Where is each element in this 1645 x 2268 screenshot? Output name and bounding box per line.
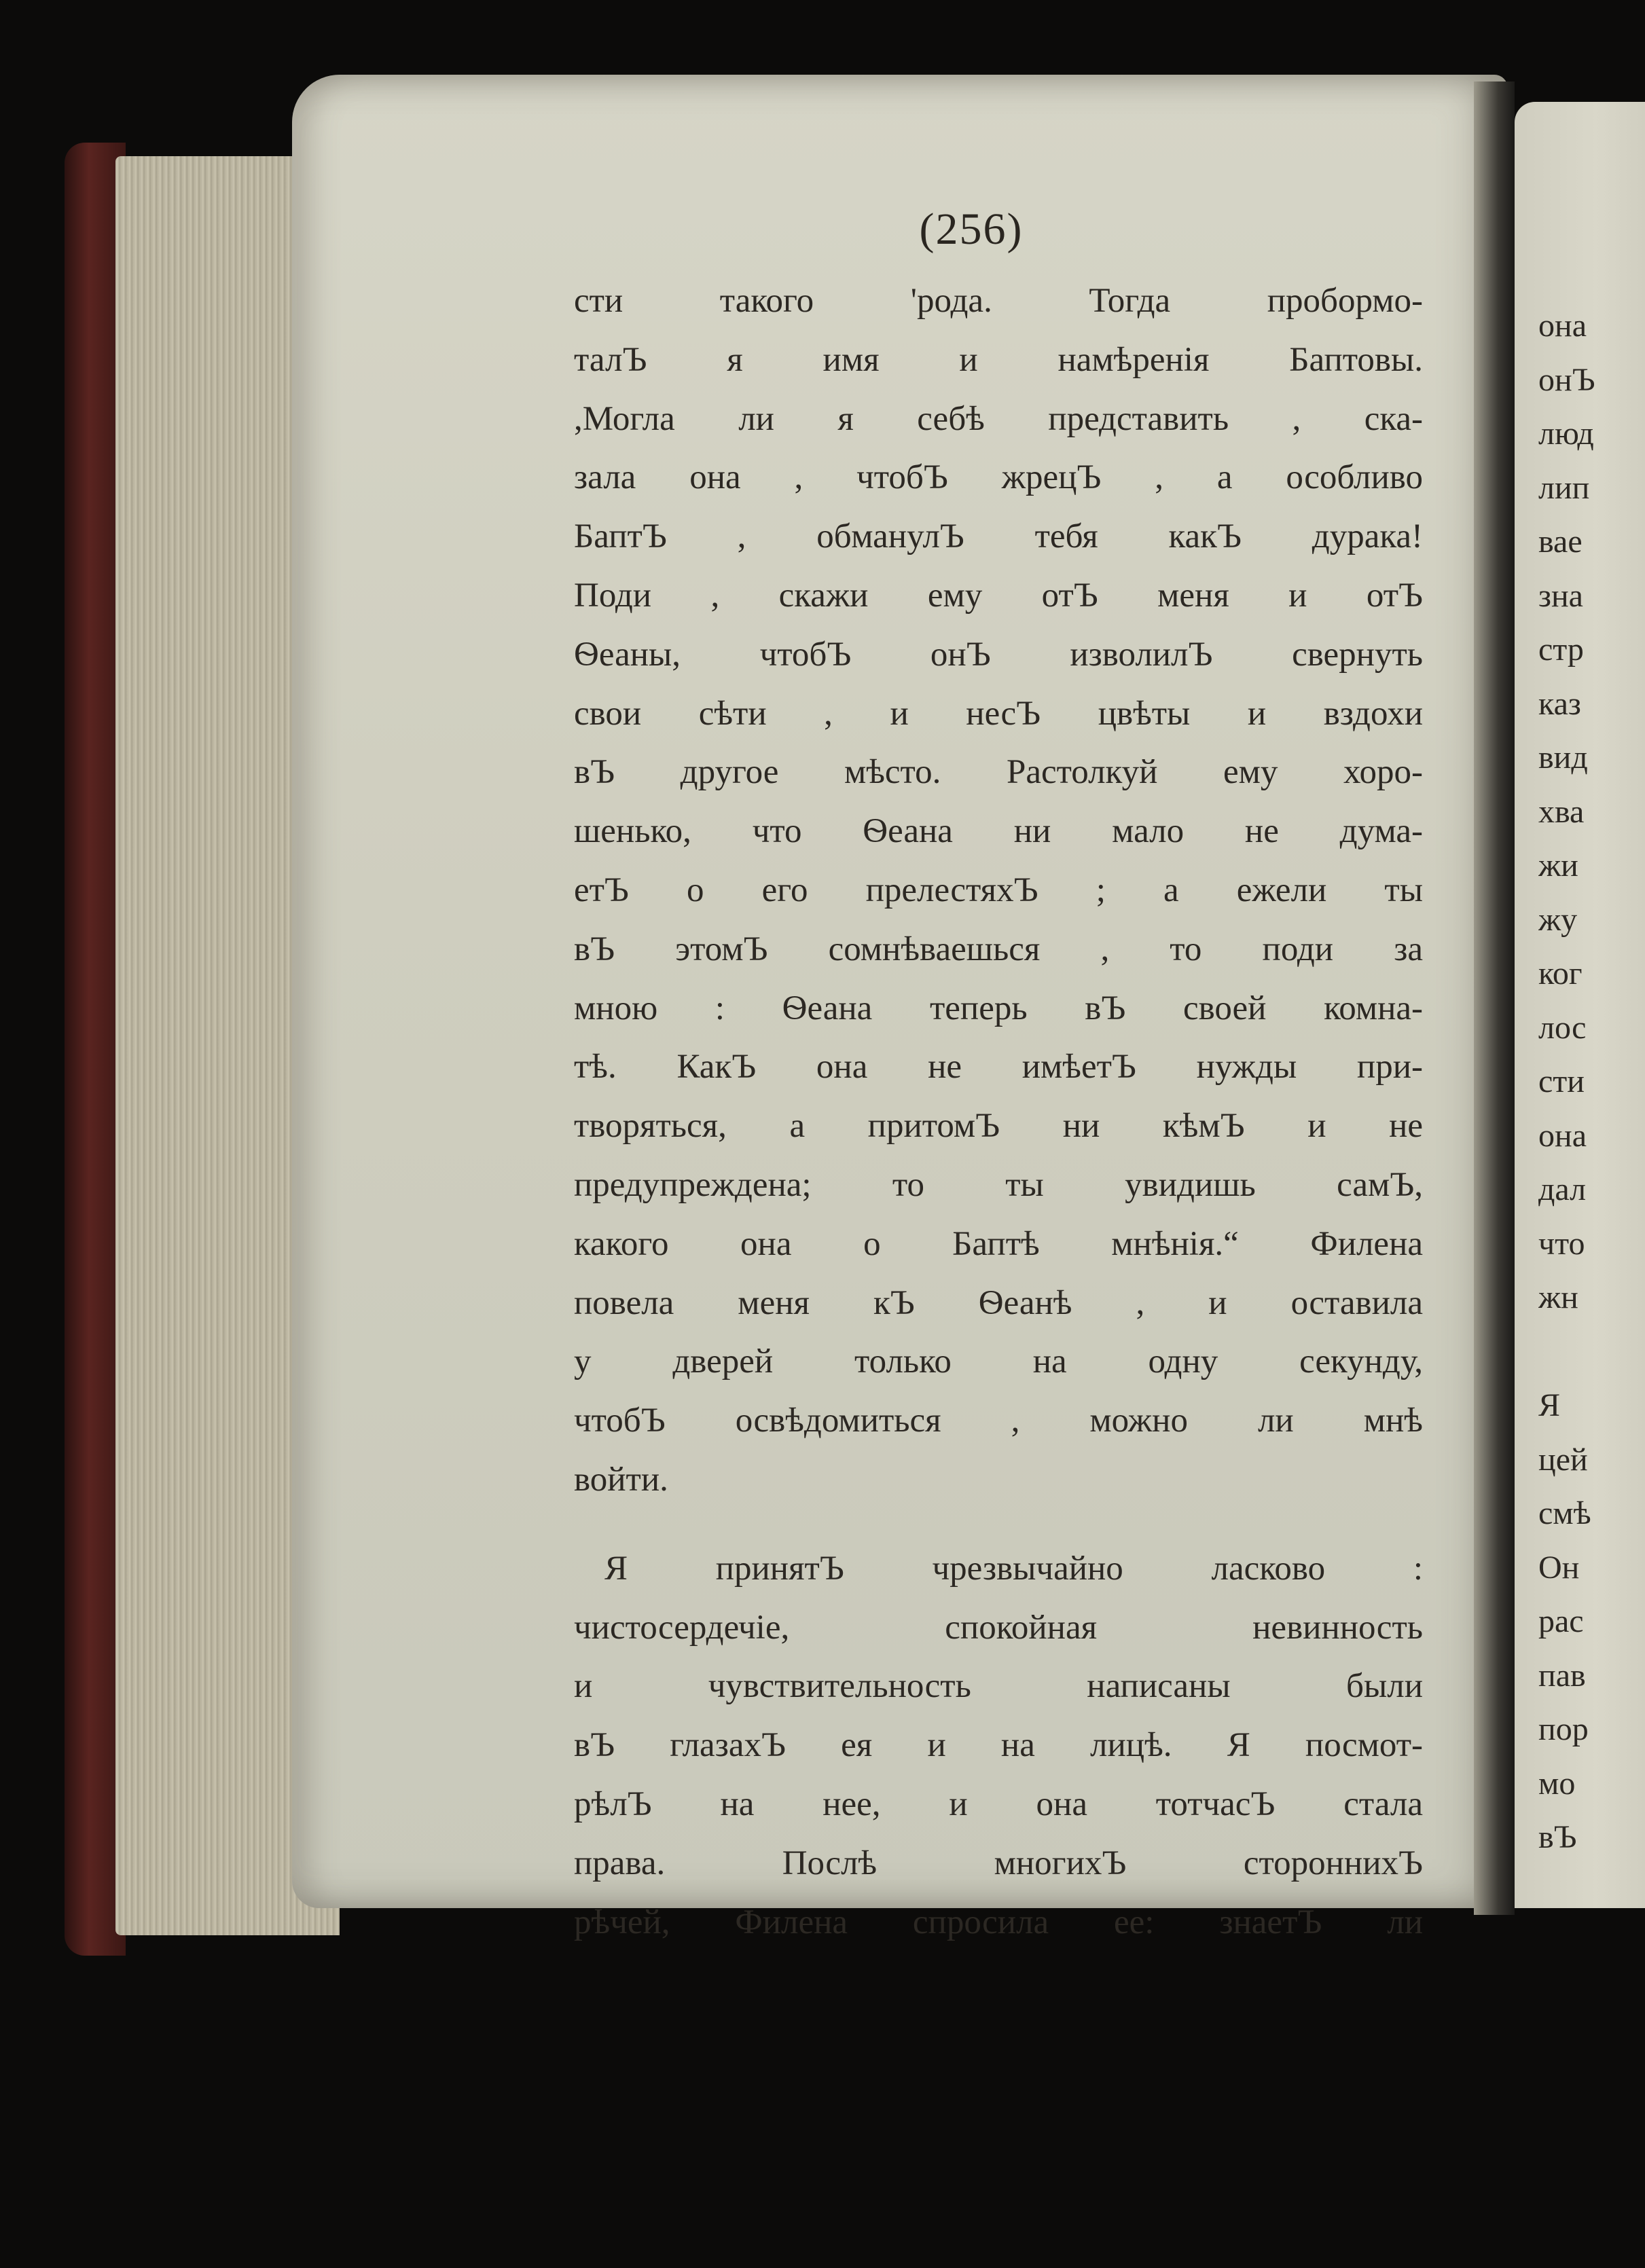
text-line: зала она , чтобЪ жрецЪ , а особливо [574, 458, 1423, 497]
text-line: сти такого 'рода. Тогда пробормо- [574, 282, 1423, 320]
left-page-text [574, 272, 1423, 1952]
paragraph-1 [574, 272, 1423, 1510]
text-fragment: Он [1538, 1549, 1580, 1586]
page-number: (256) [919, 204, 1024, 254]
text-fragment: онЪ [1538, 361, 1595, 398]
text-line: шенько, что Ѳеана ни мало не дума- [574, 812, 1423, 851]
book-gutter [1474, 81, 1515, 1915]
right-page-text [1538, 299, 1645, 1865]
text-line: вЪ другое мѣсто. Растолкуй ему хоро- [574, 753, 1423, 792]
text-line: Я принятЪ чрезвычайно ласково : [604, 1549, 1423, 1588]
text-line: чистосердечіе, спокойная невинность [574, 1608, 1423, 1647]
text-fragment: смѣ [1538, 1495, 1591, 1531]
text-fragment: дал [1538, 1171, 1587, 1207]
text-line: БаптЪ , обманулЪ тебя какЪ дурака! [574, 517, 1423, 556]
text-line: етЪ о его прелестяхЪ ; а ежели ты [574, 871, 1423, 909]
text-line: ,Могла ли я себѣ представить , ска- [574, 399, 1423, 438]
text-fragment: пав [1538, 1657, 1586, 1694]
text-fragment: лип [1538, 469, 1590, 506]
text-line: вЪ глазахЪ ея и на лицѣ. Я посмот- [574, 1726, 1423, 1765]
text-line: рѣлЪ на нее, и она тотчасЪ стала [574, 1785, 1423, 1823]
text-fragment: жи [1538, 847, 1578, 883]
text-line: творяться, а притомЪ ни кѣмЪ и не [574, 1107, 1423, 1146]
paragraph-gap [574, 1510, 1423, 1539]
text-fragment: она [1538, 308, 1587, 344]
text-line: и чувствительность написаны были [574, 1667, 1423, 1706]
text-fragment: она [1538, 1117, 1587, 1154]
text-line: права. Послѣ многихЪ стороннихЪ [574, 1844, 1423, 1882]
text-line: Ѳеаны, чтобЪ онЪ изволилЪ свернуть [574, 635, 1423, 674]
text-fragment: Я [1538, 1387, 1561, 1423]
text-fragment: рас [1538, 1603, 1584, 1639]
text-fragment: вид [1538, 739, 1588, 775]
text-fragment: ког [1538, 955, 1583, 991]
text-fragment: пор [1538, 1711, 1589, 1747]
text-fragment: стр [1538, 632, 1584, 667]
text-line: тѣ. КакЪ она не имѣетЪ нужды при- [574, 1048, 1423, 1086]
text-line: вЪ этомЪ сомнѣваешься , то поди за [574, 930, 1423, 968]
text-line: у дверей только на одну секунду, [574, 1342, 1423, 1381]
text-line: повела меня кЪ Ѳеанѣ , и оставила [574, 1283, 1423, 1322]
text-line: Поди , скажи ему отЪ меня и отЪ [574, 576, 1423, 615]
text-line: талЪ я имя и намѣренія Баптовы. [574, 340, 1423, 379]
text-line: чтобЪ освѣдомиться , можно ли мнѣ [574, 1402, 1423, 1440]
text-fragment: лос [1538, 1009, 1587, 1046]
text-fragment: вае [1538, 524, 1583, 560]
text-fragment: каз [1538, 685, 1581, 722]
text-fragment: люд [1538, 416, 1594, 452]
text-fragment: вЪ [1538, 1819, 1577, 1855]
paragraph-gap [1538, 1325, 1645, 1379]
text-fragment: хва [1538, 793, 1585, 830]
text-fragment: цей [1538, 1441, 1588, 1478]
text-fragment: мо [1538, 1765, 1576, 1801]
text-line: мною : Ѳеана теперь вЪ своей комна- [574, 989, 1423, 1027]
text-fragment: зна [1538, 577, 1583, 614]
text-fragment: что [1538, 1225, 1585, 1262]
text-fragment: жу [1538, 901, 1578, 938]
text-line: рѣчей, Филена спросила ее: знаетЪ ли [574, 1903, 1423, 1941]
text-line: предупреждена; то ты увидишь самЪ, [574, 1165, 1423, 1204]
text-fragment: сти [1538, 1063, 1585, 1099]
text-line: свои сѣти , и несЪ цвѣты и вздохи [574, 694, 1423, 733]
paragraph-2 [574, 1539, 1423, 1952]
text-fragment: жн [1538, 1279, 1578, 1315]
text-line: какого она о Баптѣ мнѣнія.“ Филена [574, 1224, 1423, 1263]
text-line: войти. [574, 1460, 668, 1499]
